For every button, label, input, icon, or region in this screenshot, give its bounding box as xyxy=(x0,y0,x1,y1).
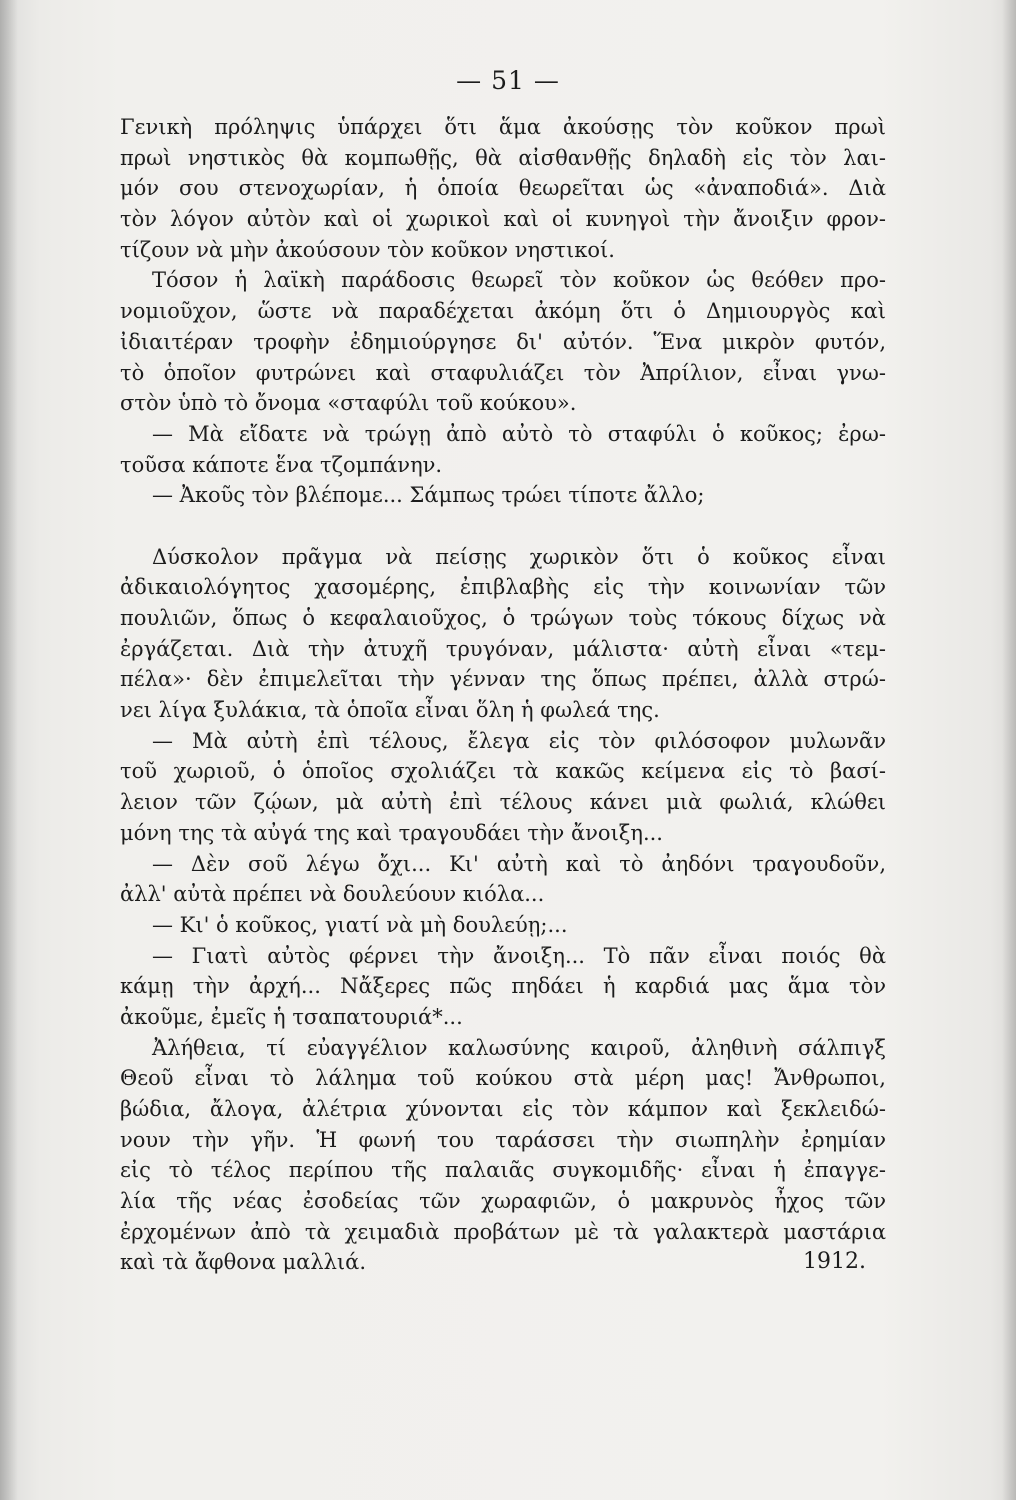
line-text: — Ἀκοῦς τὸν βλέπομε... Σάμπως τρώει τίποτε ἄλλο; xyxy=(152,483,705,508)
line-text: ἐργάζεται. Διὰ τὴν ἀτυχῆ τρυγόναν, μάλιστα· αὐτὴ εἶναι «τεμ- xyxy=(120,636,886,661)
line-text: ἀδικαιολόγητος χασομέρης, ἐπιβλαβὴς εἰς τὴν κοινωνίαν τῶν xyxy=(120,575,886,600)
text-line xyxy=(120,787,886,818)
text-line xyxy=(120,726,886,757)
text-line xyxy=(120,112,886,143)
line-text: Δύσκολον πρᾶγμα νὰ πείσῃς χωρικὸν ὅτι ὁ κοῦκος εἶναι xyxy=(152,544,886,569)
line-text: μόνη της τὰ αὐγά της καὶ τραγουδάει τὴν ἄνοιξη... xyxy=(120,820,663,845)
text-line xyxy=(120,910,886,941)
line-text: μόν σου στενοχωρίαν, ἡ ὁποία θεωρεῖται ὡς «ἀναποδιά». Διὰ xyxy=(120,176,886,201)
line-text: πρωὶ νηστικὸς θὰ κομπωθῇς, θὰ αἰσθανθῇς δηλαδὴ εἰς τὸν λαι- xyxy=(120,145,886,170)
text-line xyxy=(120,971,886,1002)
text-line xyxy=(120,388,886,419)
text-line xyxy=(120,1186,886,1217)
right-edge-shadow xyxy=(1002,0,1016,1500)
line-text: νει λίγα ξυλάκια, τὰ ὁποῖα εἶναι ὅλη ἡ φωλεά της. xyxy=(120,698,660,723)
text-line xyxy=(120,756,886,787)
text-line xyxy=(120,1002,886,1033)
text-line xyxy=(120,664,886,695)
line-text: νομιοῦχον, ὥστε νὰ παραδέχεται ἀκόμη ὅτι ὁ Δημιουργὸς καὶ xyxy=(120,299,886,324)
text-line xyxy=(120,572,886,603)
line-text: Γενικὴ πρόληψις ὑπάρχει ὅτι ἅμα ἀκούσῃς τὸν κοῦκον πρωὶ xyxy=(120,115,886,139)
text-line xyxy=(120,695,886,726)
line-text: Θεοῦ εἶναι τὸ λάλημα τοῦ κούκου στὰ μέρη μας! Ἄνθρωποι, xyxy=(120,1066,886,1091)
text-line xyxy=(120,603,886,634)
line-text: νουν τὴν γῆν. Ἡ φωνή του ταράσσει τὴν σιωπηλὴν ἐρημίαν xyxy=(120,1127,886,1152)
left-edge-shadow xyxy=(0,0,18,1500)
text-line xyxy=(120,358,886,389)
text-line xyxy=(120,1125,886,1156)
text-line xyxy=(120,419,886,450)
line-text: κάμῃ τὴν ἀρχή... Νἄξερες πῶς πηδάει ἡ καρδιά μας ἅμα τὸν xyxy=(120,974,886,999)
line-text: τὸν λόγον αὐτὸν καὶ οἱ χωρικοὶ καὶ οἱ κυνηγοὶ τὴν ἄνοιξιν φρον- xyxy=(120,207,886,232)
text-line xyxy=(120,1247,886,1278)
page-number: — 51 — xyxy=(456,66,560,95)
text-line xyxy=(120,265,886,296)
text-line xyxy=(120,327,886,358)
line-text: Ἀλήθεια, τί εὐαγγέλιον καλωσύνης καιροῦ, ἀληθινὴ σάλπιγξ xyxy=(152,1035,886,1060)
line-text: — Μὰ αὐτὴ ἐπὶ τέλους, ἔλεγα εἰς τὸν φιλόσοφον μυλωνᾶν xyxy=(152,728,886,753)
body-text xyxy=(120,112,886,1278)
blank-line xyxy=(120,511,886,542)
line-text: ἀκοῦμε, ἐμεῖς ἡ τσαπατουριά*... xyxy=(120,1004,463,1029)
text-line xyxy=(120,879,886,910)
line-text: πουλιῶν, ὅπως ὁ κεφαλαιοῦχος, ὁ τρώγων τοὺς τόκους δίχως νὰ xyxy=(120,606,886,630)
text-line xyxy=(120,1063,886,1094)
line-text: — Κι' ὁ κοῦκος, γιατί νὰ μὴ δουλεύῃ;... xyxy=(152,912,568,937)
text-line xyxy=(120,450,886,481)
text-line xyxy=(120,204,886,235)
line-text: τοῦσα κάποτε ἕνα τζομπάνην. xyxy=(120,452,443,477)
text-line xyxy=(120,480,886,511)
line-text: λία τῆς νέας ἐσοδείας τῶν χωραφιῶν, ὁ μακρυνὸς ἦχος τῶν xyxy=(120,1189,886,1214)
text-line xyxy=(120,941,886,972)
line-text: — Μὰ εἴδατε νὰ τρώγῃ ἀπὸ αὐτὸ τὸ σταφύλι ὁ κοῦκος; ἐρω- xyxy=(152,421,886,446)
line-text: τὸ ὁποῖον φυτρώνει καὶ σταφυλιάζει τὸν Ἀπρίλιον, εἶναι γνω- xyxy=(120,360,886,385)
text-line xyxy=(120,1094,886,1125)
text-line xyxy=(120,1217,886,1248)
line-text: βώδια, ἄλογα, ἀλέτρια χύνονται εἰς τὸν κάμπον καὶ ξεκλειδώ- xyxy=(120,1097,886,1121)
line-text: — Γιατὶ αὐτὸς φέρνει τὴν ἄνοιξη... Τὸ πᾶν εἶναι ποιός θὰ xyxy=(152,943,886,968)
line-text: στὸν ὑπὸ τὸ ὄνομα «σταφύλι τοῦ κούκου». xyxy=(120,391,577,416)
text-line xyxy=(120,1155,886,1186)
line-text: — Δὲν σοῦ λέγω ὄχι... Κι' αὐτὴ καὶ τὸ ἀηδόνι τραγουδοῦν, xyxy=(152,851,886,876)
line-text: ἰδιαιτέραν τροφὴν ἐδημιούργησε δι' αὐτόν. Ἕνα μικρὸν φυτόν, xyxy=(120,329,886,354)
line-text: λειον τῶν ζῴων, μὰ αὐτὴ ἐπὶ τέλους κάνει μιὰ φωλιά, κλώθει xyxy=(120,790,886,815)
line-text: καὶ τὰ ἄφθονα μαλλιά. xyxy=(120,1250,367,1275)
line-text: τίζουν νὰ μὴν ἀκούσουν τὸν κοῦκον νηστικοί. xyxy=(120,237,615,262)
text-line xyxy=(120,143,886,174)
year-signature: 1912. xyxy=(803,1249,866,1275)
line-text: ἀλλ' αὐτὰ πρέπει νὰ δουλεύουν κιόλα... xyxy=(120,882,545,907)
line-text: τοῦ χωριοῦ, ὁ ὁποῖος σχολιάζει τὰ κακῶς κείμενα εἰς τὸ βασί- xyxy=(120,759,886,784)
line-text: Τόσον ἡ λαϊκὴ παράδοσις θεωρεῖ τὸν κοῦκον ὡς θεόθεν προ- xyxy=(152,268,886,293)
text-line xyxy=(120,542,886,573)
line-text: ἐρχομένων ἀπὸ τὰ χειμαδιὰ προβάτων μὲ τὰ γαλακτερὰ μαστάρια xyxy=(120,1219,886,1244)
text-line xyxy=(120,235,886,266)
text-line xyxy=(120,1033,886,1064)
line-text: πέλα»· δὲν ἐπιμελεῖται τὴν γένναν της ὅπως πρέπει, ἀλλὰ στρώ- xyxy=(120,667,886,692)
text-line xyxy=(120,173,886,204)
line-text: εἰς τὸ τέλος περίπου τῆς παλαιᾶς συγκομιδῆς· εἶναι ἡ ἐπαγγε- xyxy=(120,1158,886,1183)
text-line xyxy=(120,634,886,665)
text-line xyxy=(120,849,886,880)
text-line xyxy=(120,818,886,849)
text-line xyxy=(120,296,886,327)
